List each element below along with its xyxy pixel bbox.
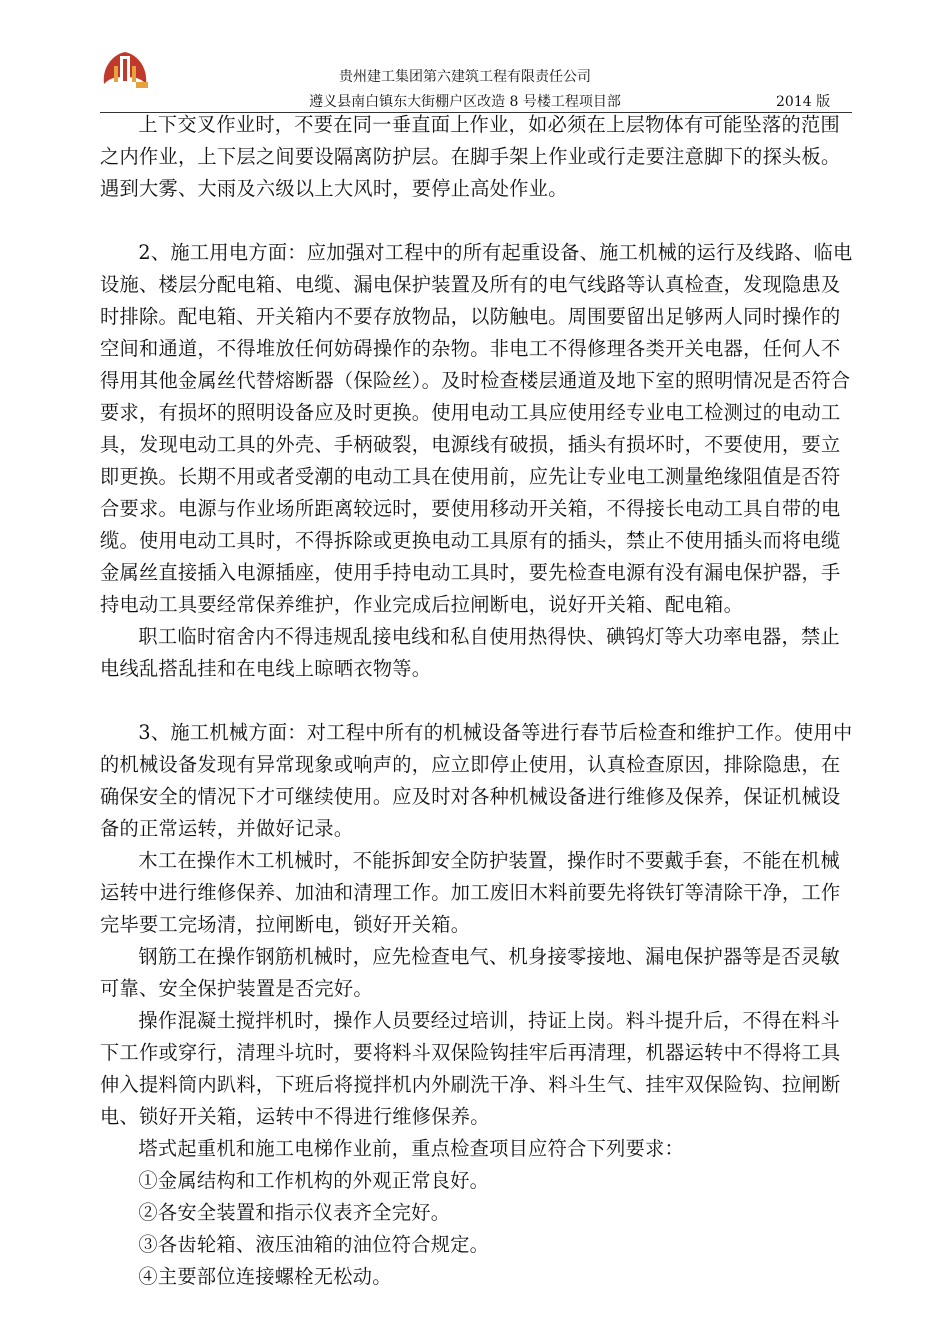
list-item: ④主要部位连接螺栓无松动。 <box>138 1265 392 1288</box>
paragraph-mixer: 操作混凝土搅拌机时，操作人员要经过培训，持证上岗。料斗提升后，不得在料斗下工作或穿行，清理斗坑时，要将料斗双保险钩挂牢后再清理，机器运转中不得将工具伸入提料筒内趴料，下班后将搅拌机内外刷洗干净、料斗生气、挂牢双保险钩、拉闸断电、锁好开关箱，运转中不得进行维修保养。 <box>100 1009 841 1128</box>
document-body <box>100 109 858 1293</box>
paragraph-gap <box>100 205 858 237</box>
paragraph-crane-intro: 塔式起重机和施工电梯作业前，重点检查项目应符合下列要求： <box>138 1137 685 1160</box>
paragraph-electricity: 2、施工用电方面：应加强对工程中的所有起重设备、施工机械的运行及线路、临电设施、楼层分配电箱、电缆、漏电保护装置及所有的电气线路等认真检查，发现隐患及时排除。配电箱、开关箱内不要存放物品，以防触电。周围要留出足够两人同时操作的空间和通道，不得堆放任何妨碍操作的杂物。非电工不得修理各类开关电器，任何人不得用其他金属丝代替熔断器（保险丝）。及时检查楼层通道及地下室的照明情况是否符合要求，有损坏的照明设备应及时更换。使用电动工具应使用经专业电工检测过的电动工具，发现电动工具的外壳、手柄破裂，电源线有破损，插头有损坏时，不要使用，要立即更换。长期不用或者受潮的电动工具在使用前，应先让专业电工测量绝缘阻值是否符合要求。电源与作业场所距离较远时，要使用移动开关箱，不得接长电动工具自带的电缆。使用电动工具时，不得拆除或更换电动工具原有的插头，禁止不使用插头而将电缆金属丝直接插入电源插座，使用手持电动工具时，要先检查电源有没有漏电保护器，手持电动工具要经常保养维护，作业完成后拉闸断电，说好开关箱、配电箱。 <box>100 241 853 616</box>
company-logo-icon <box>100 48 150 92</box>
list-item: ①金属结构和工作机构的外观正常良好。 <box>138 1169 490 1192</box>
paragraph-machinery: 3、施工机械方面：对工程中所有的机械设备等进行春节后检查和维护工作。使用中的机械设备发现有异常现象或响声的，应立即停止使用，认真检查原因，排除隐患，在确保安全的情况下才可继续使用。应及时对各种机械设备进行维修及保养，保证机械设备的正常运转，并做好记录。 <box>100 721 853 840</box>
version-label: 2014 版 <box>776 94 831 110</box>
paragraph-carpentry: 木工在操作木工机械时，不能拆卸安全防护装置，操作时不要戴手套，不能在机械运转中进行维修保养、加油和清理工作。加工废旧木料前要先将铁钉等清除干净，工作完毕要工完场清，拉闸断电，锁好开关箱。 <box>100 849 841 936</box>
list-item: ②各安全装置和指示仪表齐全完好。 <box>138 1201 451 1224</box>
company-name: 贵州建工集团第六建筑工程有限责任公司 <box>339 69 591 85</box>
paragraph-cross-work: 上下交叉作业时，不要在同一垂直面上作业，如必须在上层物体有可能坠落的范围之内作业，上下层之间要设隔离防护层。在脚手架上作业或行走要注意脚下的探头板。遇到大雾、大雨及六级以上大风时，要停止高处作业。 <box>100 113 841 200</box>
page-header <box>0 0 950 112</box>
project-name: 遵义县南白镇东大街棚户区改造 8 号楼工程项目部 <box>309 94 621 110</box>
list-item: ③各齿轮箱、液压油箱的油位符合规定。 <box>138 1233 490 1256</box>
paragraph-rebar: 钢筋工在操作钢筋机械时，应先检查电气、机身接零接地、漏电保护器等是否灵敏可靠、安全保护装置是否完好。 <box>100 945 840 1000</box>
paragraph-dormitory: 职工临时宿舍内不得违规乱接电线和私自使用热得快、碘钨灯等大功率电器，禁止电线乱搭乱挂和在电线上晾晒衣物等。 <box>100 625 840 680</box>
paragraph-gap <box>100 685 858 717</box>
